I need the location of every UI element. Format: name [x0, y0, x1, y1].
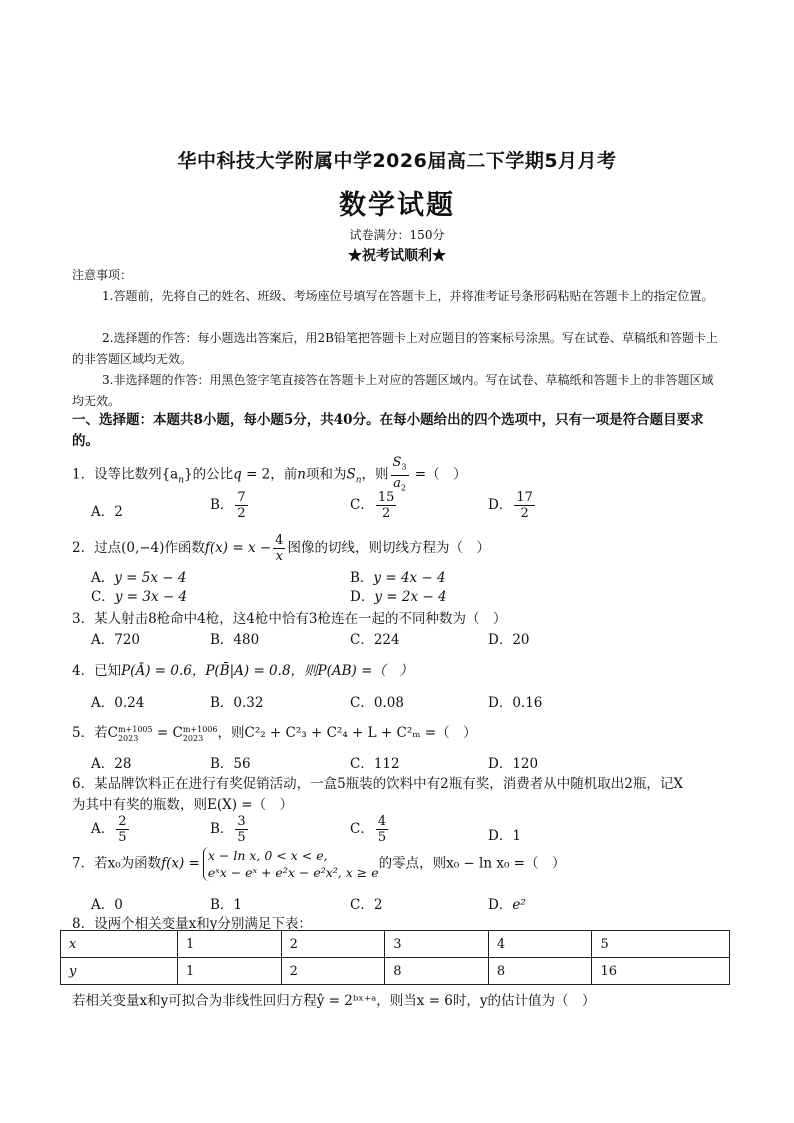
question-4	[72, 659, 413, 679]
subject-title: 数学试题	[339, 190, 455, 221]
q6-option-d	[488, 824, 521, 844]
q2-option-c-label: C．	[91, 589, 115, 605]
q5-option-a-value: 28	[114, 756, 132, 772]
q7-piecewise	[203, 847, 379, 881]
q7-case-2: eˣx − eˣ + e²x − e²x², x ≥ e	[207, 865, 379, 880]
q7-option-d-label: D．	[488, 897, 513, 913]
q5-comb-2: = C	[152, 725, 183, 741]
q5-option-b-value: 56	[233, 756, 251, 772]
q2-option-d	[350, 585, 447, 605]
q7-func: f(x) =	[161, 855, 200, 872]
q4-part-2: P(B̄|A) = 0.8，则	[205, 663, 318, 679]
q3-option-d-value: 20	[512, 632, 530, 648]
q2-frac-den: x	[275, 549, 283, 564]
q5-option-a	[91, 752, 131, 772]
q1-text-mid3: 项和为	[305, 466, 347, 483]
q8-data-table	[60, 930, 730, 985]
q6-option-b-label: B．	[210, 821, 234, 837]
q1-option-d	[488, 490, 537, 521]
notice-label: 注意事项：	[72, 268, 133, 282]
q5-option-c	[350, 752, 400, 772]
full-score: 试卷满分：150分	[349, 228, 445, 242]
q3-option-a-value: 720	[114, 632, 141, 648]
q3-option-d	[488, 628, 530, 648]
q4-option-c-value: 0.08	[373, 695, 404, 711]
q2-option-d-value: y = 2x − 4	[374, 589, 447, 605]
notice-item-2: 2.选择题的作答：每小题选出答案后，用2B铅笔把答题卡上对应题目的答案标号涂黑。写在试卷、草稿纸和答题卡上的非答题区域均无效。	[72, 331, 718, 366]
question-5	[72, 721, 477, 743]
q1-text-mid2: = 2，前	[241, 466, 298, 483]
q1-sub-n2: n	[355, 475, 362, 486]
q1-frac-den-sub: 2	[400, 483, 406, 493]
q7-option-a-value: 0	[114, 897, 123, 913]
q1-s-var: S	[346, 466, 356, 483]
q1-text-post: =（ ）	[410, 466, 467, 483]
q6-option-d-value: 1	[512, 828, 521, 844]
q1-option-a-label: A．	[91, 504, 115, 520]
q1-option-a-value: 2	[114, 504, 123, 520]
q5-option-d-value: 120	[512, 756, 539, 772]
q3-option-d-label: D．	[488, 632, 513, 648]
q7-option-b-value: 1	[233, 897, 243, 913]
q5-comb-1: C	[107, 725, 118, 741]
q1-n-var: n	[297, 466, 306, 483]
q2-option-a	[91, 566, 186, 586]
q7-option-c-value: 2	[373, 897, 383, 913]
q7-option-c-label: C．	[350, 897, 374, 913]
q4-option-d-label: D．	[488, 695, 513, 711]
q1-sub-n: n	[178, 475, 185, 486]
q5-sup-1: m+1005	[117, 724, 153, 734]
q1-frac-num: S	[392, 455, 402, 470]
q7-case-1: x − ln x, 0 < x < e,	[207, 848, 328, 863]
q1-option-a	[91, 500, 123, 520]
q1-option-c-num: 15	[377, 490, 395, 505]
q7-option-c	[350, 893, 382, 913]
q6-option-b	[210, 814, 250, 845]
table-cell: 2	[281, 931, 385, 958]
q1-option-d-den: 2	[520, 506, 529, 521]
q7-text-pre: 7．若x₀为函数	[72, 855, 162, 872]
question-1	[72, 455, 467, 495]
q5-text-pre: 5．若	[72, 725, 108, 741]
q4-option-d-value: 0.16	[512, 695, 543, 711]
question-7	[72, 847, 565, 881]
question-2	[72, 533, 490, 564]
q4-option-a	[91, 691, 144, 711]
q5-option-d	[488, 752, 538, 772]
table-cell: 5	[592, 931, 730, 958]
question-6-line-2: 为其中有奖的瓶数，则E(X) =（ ）	[72, 797, 294, 813]
q2-option-c-value: y = 3x − 4	[114, 589, 188, 605]
q4-option-c-label: C．	[350, 695, 374, 711]
q6-option-a	[91, 814, 131, 845]
q7-text-post: 的零点，则x₀ − ln x₀ =（ ）	[378, 855, 566, 872]
q7-option-a	[91, 893, 123, 913]
q4-option-a-value: 0.24	[114, 695, 145, 711]
table-cell: 1	[178, 958, 282, 985]
q5-option-b-label: B．	[210, 756, 234, 772]
q2-frac-num: 4	[275, 533, 284, 548]
question-8-after: 若相关变量x和y可拟合为非线性回归方程ŷ = 2ᵇˣ⁺ᵃ，则当x = 6时，y的估计值为（ ）	[72, 993, 596, 1009]
good-luck-text: ★祝考试顺利★	[348, 248, 446, 264]
q3-option-b	[210, 628, 259, 648]
q5-option-b	[210, 752, 251, 772]
q2-text-pre: 2．过点(0,−4)作函数	[72, 540, 205, 556]
q1-text-mid1: }的公比	[184, 466, 234, 483]
q1-text-mid4: ，则	[361, 466, 389, 483]
q2-option-b-label: B．	[350, 570, 374, 586]
q2-func: f(x) = x −	[204, 540, 272, 556]
q5-sub-1: 2023	[117, 733, 139, 743]
q4-part-3: P(AB) =（ ）	[317, 663, 413, 679]
q3-option-b-value: 480	[233, 632, 260, 648]
section-heading: 一、选择题：本题共8小题，每小题5分，共40分。在每小题给出的四个选项中，只有一项是符合题目要求的。	[72, 412, 704, 449]
table-cell: 1	[178, 931, 282, 958]
q4-text-pre: 4．已知	[72, 663, 122, 679]
q1-q-var: q	[233, 466, 242, 483]
q5-sup-2: m+1006	[182, 724, 218, 734]
q7-option-d	[488, 893, 526, 913]
q1-text-pre: 1．设等比数列{a	[72, 466, 179, 483]
table-cell: 16	[592, 958, 730, 985]
table-cell: 2	[281, 958, 385, 985]
q3-option-b-label: B．	[210, 632, 234, 648]
q7-option-b	[210, 893, 242, 913]
table-row	[61, 931, 730, 958]
q4-part-1: P(Ā) = 0.6，	[121, 663, 206, 679]
q3-option-a	[91, 628, 140, 648]
q3-option-c-label: C．	[350, 632, 374, 648]
q3-option-c	[350, 628, 400, 648]
q1-frac-num-sub: 3	[401, 462, 407, 472]
q1-option-b-num: 7	[237, 490, 246, 505]
q1-option-d-label: D．	[488, 497, 513, 513]
q6-option-c-num: 4	[377, 814, 387, 829]
q5-option-d-label: D．	[488, 756, 513, 772]
q4-option-b-value: 0.32	[233, 695, 264, 711]
question-8: 8．设两个相关变量x和y分别满足下表：	[72, 916, 312, 932]
q7-option-d-value: e²	[512, 897, 526, 913]
q5-option-a-label: A．	[91, 756, 115, 772]
q2-text-post: 图像的切线，则切线方程为（ ）	[287, 540, 490, 556]
q1-frac-den: a	[393, 475, 401, 491]
q4-option-b	[210, 691, 263, 711]
table-cell: 4	[488, 931, 592, 958]
q6-option-a-label: A．	[91, 821, 115, 837]
q3-option-a-label: A．	[91, 632, 115, 648]
q1-option-b	[210, 490, 250, 521]
q1-option-b-label: B．	[210, 497, 234, 513]
q7-option-b-label: B．	[210, 897, 234, 913]
q6-option-c	[350, 814, 390, 845]
table-cell: 8	[488, 958, 592, 985]
q2-option-a-label: A．	[91, 570, 115, 586]
table-cell: 3	[385, 931, 489, 958]
q7-option-a-label: A．	[91, 897, 115, 913]
q4-option-a-label: A．	[91, 695, 115, 711]
q2-option-a-value: y = 5x − 4	[114, 570, 187, 586]
q1-option-c	[350, 490, 398, 521]
q1-option-b-den: 2	[237, 506, 246, 521]
q1-option-c-den: 2	[381, 506, 391, 521]
q6-option-c-den: 5	[377, 830, 387, 845]
q4-option-b-label: B．	[210, 695, 234, 711]
q6-option-c-label: C．	[350, 821, 374, 837]
notice-item-1: 1.答题前，先将自己的姓名、班级、考场座位号填写在答题卡上，并将准考证号条形码粘贴在答题卡上的指定位置。	[102, 289, 714, 303]
q6-option-b-den: 5	[237, 830, 246, 845]
q2-option-d-label: D．	[350, 589, 375, 605]
q5-text-mid: ，则	[217, 725, 245, 741]
notice-item-3: 3.非选择题的作答：用黑色签字笔直接答在答题卡上对应的答题区域内。写在试卷、草稿纸和答题卡上的非答题区域均无效。	[72, 373, 714, 408]
q4-option-d	[488, 691, 542, 711]
q6-option-d-label: D．	[488, 828, 513, 844]
exam-title: 华中科技大学附属中学2026届高二下学期5月月考	[177, 150, 617, 172]
q5-sum: C²₂ + C²₃ + C²₄ + L + C²ₘ =（ ）	[244, 725, 477, 741]
q2-option-c	[91, 585, 187, 605]
q5-option-c-label: C．	[350, 756, 374, 772]
q2-option-b-value: y = 4x − 4	[373, 570, 446, 586]
table-row	[61, 958, 730, 985]
q5-option-c-value: 112	[373, 756, 400, 772]
q6-option-b-num: 3	[237, 814, 246, 829]
table-cell: y	[61, 958, 178, 985]
q5-sub-2: 2023	[182, 733, 204, 743]
q2-option-b	[350, 566, 446, 586]
q6-option-a-num: 2	[118, 814, 127, 829]
q4-option-c	[350, 691, 404, 711]
q1-option-c-label: C．	[350, 497, 374, 513]
table-cell: x	[61, 931, 178, 958]
table-cell: 8	[385, 958, 489, 985]
q6-option-a-den: 5	[118, 830, 127, 845]
question-6-line-1: 6．某品牌饮料正在进行有奖促销活动，一盒5瓶装的饮料中有2瓶有奖，消费者从中随机取出2瓶，记X	[72, 776, 683, 792]
q1-option-d-num: 17	[516, 490, 533, 505]
q3-option-c-value: 224	[373, 632, 400, 648]
question-3: 3．某人射击8枪命中4枪，这4枪中恰有3枪连在一起的不同种数为（ ）	[72, 611, 507, 627]
